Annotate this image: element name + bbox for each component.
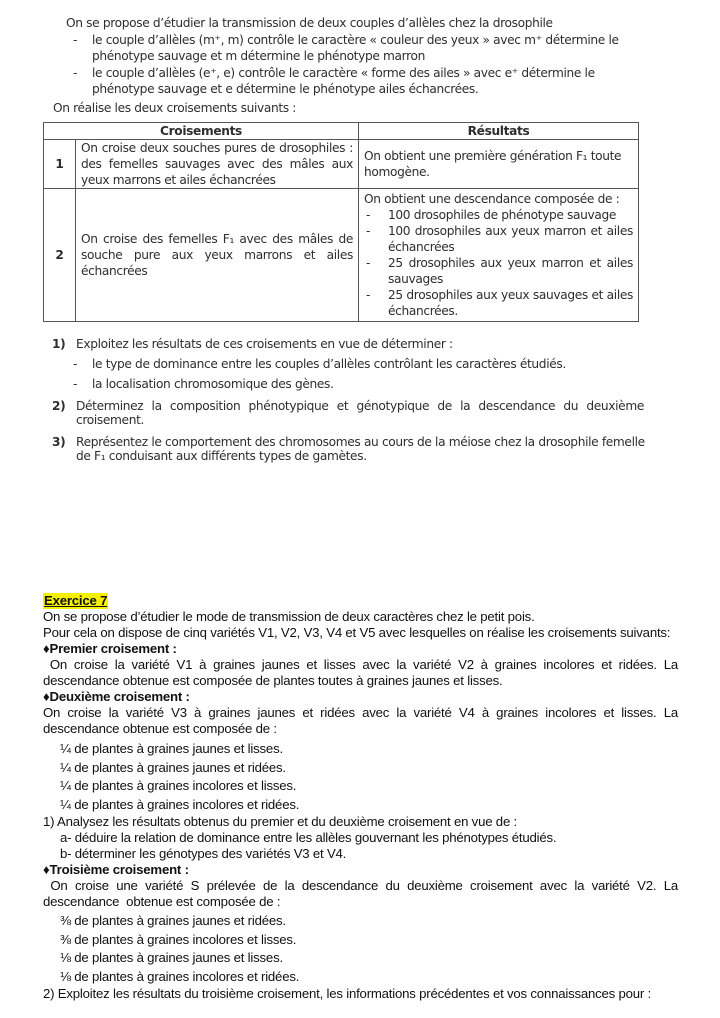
bullet-dash: - <box>73 377 78 391</box>
bullet-dash: - <box>73 66 78 80</box>
result-item: ⅜ de plantes à graines jaunes et ridées. <box>60 913 286 928</box>
question-1-item: a- déduire la relation de dominance entre les allèles gouvernant les phénotypes étudiés. <box>60 830 557 845</box>
result-item: ⅛ de plantes à graines incolores et ridées. <box>60 968 300 984</box>
question-3 <box>52 435 652 463</box>
question-text: Représentez le comportement des chromosomes au cours de la méiose chez la drosophile femelle <box>76 435 645 449</box>
cross-3-results <box>43 912 678 986</box>
result-item: - 25 drosophiles aux yeux sauvages et ailes échancrées. <box>364 287 633 319</box>
row-number: 1 <box>44 140 76 189</box>
header-croisements: Croisements <box>44 123 359 140</box>
result-item: ¼ de plantes à graines incolores et ridées. <box>60 796 300 812</box>
bullet-dash: - <box>73 33 78 47</box>
table-header-row <box>44 123 639 140</box>
question-1-item: b- déterminer les génotypes des variétés V3 et V4. <box>60 846 347 861</box>
result-item: - 100 drosophiles de phénotype sauvage <box>364 207 633 223</box>
bullet-1-line1: le couple d’allèles (m⁺, m) contrôle le caractère « couleur des yeux » avec m⁺ détermine le <box>92 33 619 47</box>
bullet-2-line2: phénotype sauvage et e détermine le phénotype ailes échancrées. <box>92 82 479 96</box>
question-1: 1) Analysez les résultats obtenus du premier et du deuxième croisement en vue de : <box>43 814 518 829</box>
question-1-item: le type de dominance entre les couples d’allèles contrôlant les caractères étudiés. <box>92 357 566 371</box>
cross-result: On obtient une première génération F₁ toute homogène. <box>359 140 639 189</box>
result-item: ¼ de plantes à graines jaunes et ridées. <box>60 759 286 775</box>
cross-2-title: ♦Deuxième croisement : <box>43 689 190 704</box>
result-item: ⅛ de plantes à graines jaunes et lisses. <box>60 950 283 965</box>
result-item: ¼ de plantes à graines incolores et lisses. <box>60 778 297 793</box>
question-text: croisement. <box>76 413 145 427</box>
question-2 <box>52 399 652 427</box>
cross-3-text: On croise une variété S prélevée de la descendance du deuxième croisement avec la variété V2. La descendance obtenue est composée de : <box>43 878 682 909</box>
cross-1-text: On croise la variété V1 à graines jaunes et lisses avec la variété V2 à graines incolores et ridées. La descendance obtenue est composée de plantes toutes à graines jaunes et lisses. <box>43 657 682 688</box>
bullet-dash: - <box>73 357 78 371</box>
exercise-body <box>43 609 682 1002</box>
row-number: 2 <box>44 189 76 322</box>
question-text: Déterminez la composition phénotypique et génotypique de la descendance du deuxième <box>76 399 644 413</box>
bullet-1-line2: phénotype sauvage et m détermine le phénotype marron <box>92 49 425 63</box>
result-item: ¼ de plantes à graines jaunes et lisses. <box>60 741 283 756</box>
question-number: 2) <box>52 399 66 413</box>
cross-description: On croise des femelles F₁ avec des mâles de souche pure aux yeux marrons et ailes échancrées <box>76 189 359 322</box>
bullet-2-line1: le couple d’allèles (e⁺, e) contrôle le caractère « forme des ailes » avec e⁺ détermine le <box>92 66 595 80</box>
result-intro: On obtient une descendance composée de : <box>364 192 620 206</box>
cross-1-title: ♦Premier croisement : <box>43 641 177 656</box>
table-row <box>44 140 639 189</box>
crosses-table <box>43 122 639 322</box>
question-1-item: la localisation chromosomique des gènes. <box>92 377 334 391</box>
table-lead: On réalise les deux croisements suivants : <box>53 101 297 115</box>
cross-2-text: On croise la variété V3 à graines jaunes et ridées avec la variété V4 à graines incolores et lisses. La descendance obtenue est composée de : <box>43 705 678 736</box>
intro-line: Pour cela on dispose de cinq variétés V1, V2, V3, V4 et V5 avec lesquelles on réalise les croisements suivants: <box>43 625 671 640</box>
header-resultats: Résultats <box>359 123 639 140</box>
table-row <box>44 189 639 322</box>
exercise-title: Exercice 7 <box>44 593 108 608</box>
result-item: - 100 drosophiles aux yeux marron et ailes échancrées <box>364 223 633 255</box>
result-list <box>364 207 633 319</box>
result-item: ⅜ de plantes à graines incolores et lisses. <box>60 931 297 947</box>
cross-3-title: ♦Troisième croisement : <box>43 862 189 877</box>
question-text: Exploitez les résultats de ces croisements en vue de déterminer : <box>76 337 453 351</box>
cross-description: On croise deux souches pures de drosophiles : des femelles sauvages avec des mâles aux yeux marrons et ailes échancrées <box>76 140 359 189</box>
question-2: 2) Exploitez les résultats du troisième croisement, les informations précédentes et vos connaissances pour : <box>43 986 652 1001</box>
cross-result <box>359 189 639 322</box>
result-item: - 25 drosophiles aux yeux marron et ailes sauvages <box>364 255 633 287</box>
question-number: 3) <box>52 435 66 449</box>
question-text: de F₁ conduisant aux différents types de gamètes. <box>76 449 367 463</box>
cross-2-results <box>43 740 678 814</box>
intro-text: On se propose d’étudier la transmission de deux couples d’allèles chez la drosophile <box>66 16 553 30</box>
intro-line: On se propose d’étudier le mode de transmission de deux caractères chez le petit pois. <box>43 609 535 624</box>
question-number: 1) <box>52 337 66 351</box>
